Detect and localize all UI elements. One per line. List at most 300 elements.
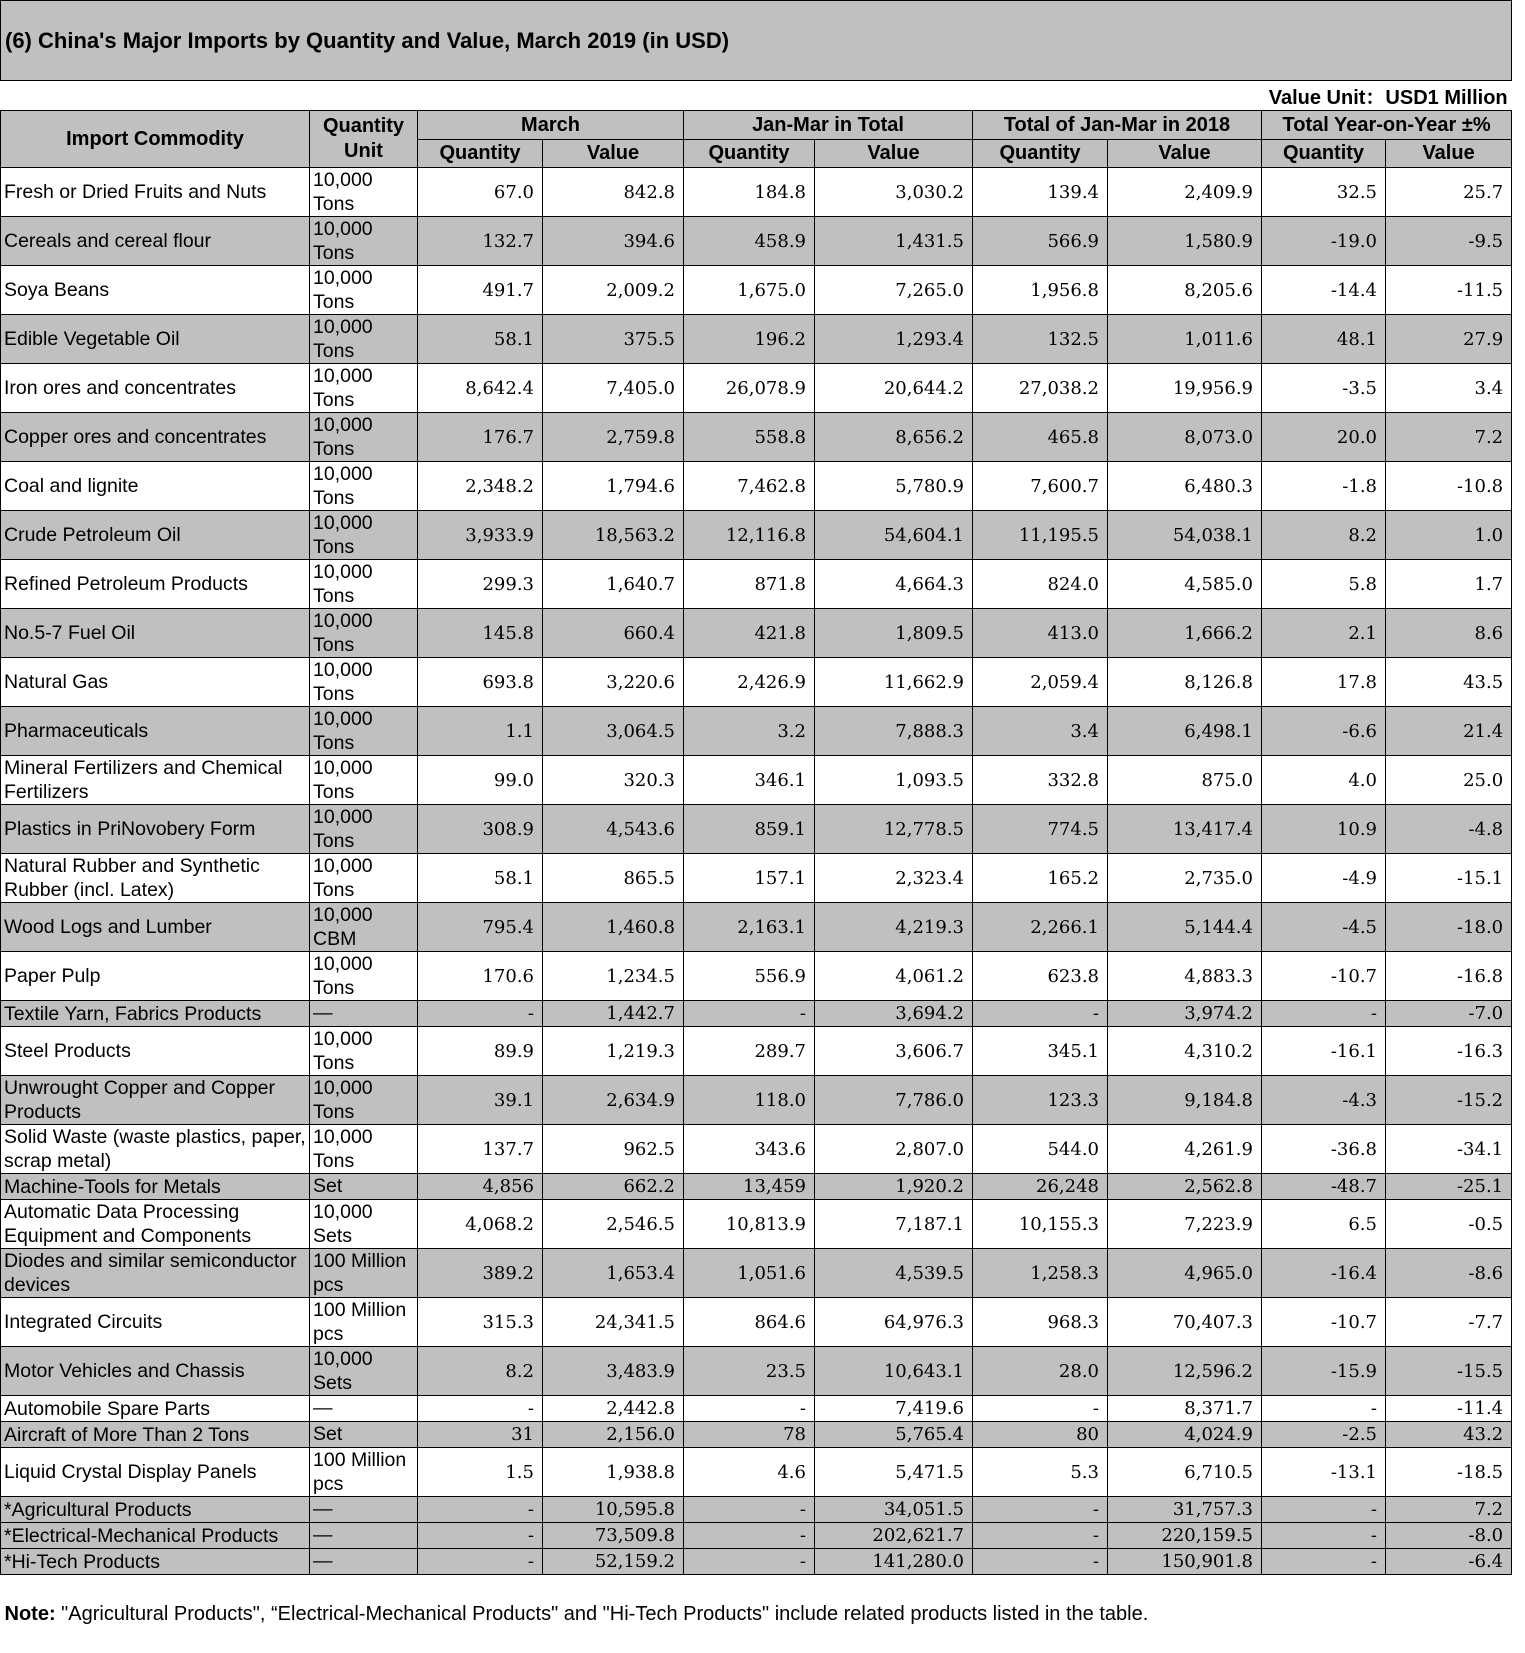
march-quantity-cell: 89.9 (418, 1027, 543, 1076)
march-quantity-cell: - (418, 1396, 543, 1422)
commodity-name: Copper ores and concentrates (1, 413, 310, 462)
march-value-cell: 2,759.8 (543, 413, 684, 462)
yoy-quantity-cell: - (1262, 1523, 1386, 1549)
2018-quantity-cell: 26,248 (973, 1174, 1108, 1200)
jan-mar-quantity-cell: 2,163.1 (684, 903, 815, 952)
header-march: March (418, 111, 684, 140)
march-quantity-cell: 2,348.2 (418, 462, 543, 511)
yoy-value-cell: -10.8 (1386, 462, 1512, 511)
2018-value-cell: 8,126.8 (1108, 658, 1262, 707)
yoy-quantity-cell: - (1262, 1396, 1386, 1422)
jan-mar-quantity-cell: 12,116.8 (684, 511, 815, 560)
2018-value-cell: 875.0 (1108, 756, 1262, 805)
table-row (1, 658, 1512, 707)
jan-mar-quantity-cell: 558.8 (684, 413, 815, 462)
yoy-quantity-cell: - (1262, 1001, 1386, 1027)
jan-mar-value-cell: 5,471.5 (815, 1448, 973, 1497)
march-value-cell: 3,064.5 (543, 707, 684, 756)
march-quantity-cell: 693.8 (418, 658, 543, 707)
march-quantity-cell: - (418, 1523, 543, 1549)
yoy-value-cell: 43.2 (1386, 1422, 1512, 1448)
march-value-cell: 962.5 (543, 1125, 684, 1174)
header-import-commodity: Import Commodity (1, 111, 310, 168)
2018-quantity-cell: 968.3 (973, 1298, 1108, 1347)
quantity-unit: — (310, 1523, 418, 1549)
commodity-name: *Electrical-Mechanical Products (1, 1523, 310, 1549)
march-value-cell: 865.5 (543, 854, 684, 903)
march-value-cell: 24,341.5 (543, 1298, 684, 1347)
2018-quantity-cell: 28.0 (973, 1347, 1108, 1396)
2018-value-cell: 1,580.9 (1108, 217, 1262, 266)
yoy-quantity-cell: -16.4 (1262, 1249, 1386, 1298)
commodity-name: Edible Vegetable Oil (1, 315, 310, 364)
jan-mar-quantity-cell: 7,462.8 (684, 462, 815, 511)
2018-value-cell: 8,073.0 (1108, 413, 1262, 462)
quantity-unit: 10,000 CBM (310, 903, 418, 952)
yoy-quantity-cell: -6.6 (1262, 707, 1386, 756)
quantity-unit: 10,000 Tons (310, 217, 418, 266)
jan-mar-value-cell: 54,604.1 (815, 511, 973, 560)
header-jan-mar-total: Jan-Mar in Total (684, 111, 973, 140)
yoy-quantity-cell: -2.5 (1262, 1422, 1386, 1448)
2018-value-cell: 150,901.8 (1108, 1549, 1262, 1575)
2018-value-cell: 2,735.0 (1108, 854, 1262, 903)
march-quantity-cell: 315.3 (418, 1298, 543, 1347)
table-row (1, 1549, 1512, 1575)
jan-mar-value-cell: 7,888.3 (815, 707, 973, 756)
yoy-value-cell: 27.9 (1386, 315, 1512, 364)
2018-quantity-cell: 165.2 (973, 854, 1108, 903)
march-quantity-cell: 132.7 (418, 217, 543, 266)
yoy-value-cell: -18.0 (1386, 903, 1512, 952)
march-value-cell: 10,595.8 (543, 1497, 684, 1523)
jan-mar-quantity-cell: 289.7 (684, 1027, 815, 1076)
header-march-quantity: Quantity (418, 140, 543, 168)
table-row (1, 266, 1512, 315)
march-value-cell: 394.6 (543, 217, 684, 266)
march-value-cell: 52,159.2 (543, 1549, 684, 1575)
table-row (1, 952, 1512, 1001)
jan-mar-value-cell: 7,187.1 (815, 1200, 973, 1249)
header-year-on-year: Total Year-on-Year ±% (1262, 111, 1512, 140)
march-value-cell: 2,546.5 (543, 1200, 684, 1249)
jan-mar-value-cell: 3,606.7 (815, 1027, 973, 1076)
2018-quantity-cell: 27,038.2 (973, 364, 1108, 413)
yoy-quantity-cell: -10.7 (1262, 1298, 1386, 1347)
note-text: "Agricultural Products", “Electrical-Mechanical Products" and "Hi-Tech Products" include related products listed in the table. (56, 1603, 1149, 1625)
yoy-quantity-cell: 6.5 (1262, 1200, 1386, 1249)
jan-mar-value-cell: 202,621.7 (815, 1523, 973, 1549)
table-row (1, 1200, 1512, 1249)
yoy-quantity-cell: 48.1 (1262, 315, 1386, 364)
yoy-value-cell: 3.4 (1386, 364, 1512, 413)
jan-mar-quantity-cell: 859.1 (684, 805, 815, 854)
commodity-name: Motor Vehicles and Chassis (1, 1347, 310, 1396)
table-row (1, 1027, 1512, 1076)
2018-value-cell: 220,159.5 (1108, 1523, 1262, 1549)
quantity-unit: 10,000 Tons (310, 168, 418, 217)
quantity-unit: — (310, 1497, 418, 1523)
commodity-name: Wood Logs and Lumber (1, 903, 310, 952)
jan-mar-quantity-cell: 13,459 (684, 1174, 815, 1200)
jan-mar-quantity-cell: 871.8 (684, 560, 815, 609)
march-quantity-cell: 491.7 (418, 266, 543, 315)
yoy-value-cell: -16.3 (1386, 1027, 1512, 1076)
march-quantity-cell: - (418, 1001, 543, 1027)
march-quantity-cell: 795.4 (418, 903, 543, 952)
jan-mar-value-cell: 4,219.3 (815, 903, 973, 952)
2018-quantity-cell: - (973, 1396, 1108, 1422)
yoy-quantity-cell: 32.5 (1262, 168, 1386, 217)
table-row (1, 462, 1512, 511)
yoy-value-cell: 7.2 (1386, 1497, 1512, 1523)
2018-value-cell: 9,184.8 (1108, 1076, 1262, 1125)
jan-mar-value-cell: 4,539.5 (815, 1249, 973, 1298)
jan-mar-value-cell: 20,644.2 (815, 364, 973, 413)
yoy-value-cell: -8.6 (1386, 1249, 1512, 1298)
commodity-name: Aircraft of More Than 2 Tons (1, 1422, 310, 1448)
jan-mar-quantity-cell: 864.6 (684, 1298, 815, 1347)
march-value-cell: 842.8 (543, 168, 684, 217)
march-value-cell: 320.3 (543, 756, 684, 805)
march-quantity-cell: 1.5 (418, 1448, 543, 1497)
jan-mar-quantity-cell: 346.1 (684, 756, 815, 805)
2018-quantity-cell: 332.8 (973, 756, 1108, 805)
commodity-name: Plastics in PriNovobery Form (1, 805, 310, 854)
jan-mar-quantity-cell: 421.8 (684, 609, 815, 658)
2018-quantity-cell: 10,155.3 (973, 1200, 1108, 1249)
2018-value-cell: 6,498.1 (1108, 707, 1262, 756)
2018-value-cell: 4,024.9 (1108, 1422, 1262, 1448)
jan-mar-value-cell: 1,431.5 (815, 217, 973, 266)
yoy-value-cell: -15.2 (1386, 1076, 1512, 1125)
jan-mar-quantity-cell: 196.2 (684, 315, 815, 364)
header-quantity-unit: Quantity Unit (310, 111, 418, 168)
jan-mar-quantity-cell: 184.8 (684, 168, 815, 217)
march-quantity-cell: 31 (418, 1422, 543, 1448)
yoy-quantity-cell: -13.1 (1262, 1448, 1386, 1497)
yoy-value-cell: -4.8 (1386, 805, 1512, 854)
march-quantity-cell: 58.1 (418, 854, 543, 903)
march-value-cell: 662.2 (543, 1174, 684, 1200)
commodity-name: No.5-7 Fuel Oil (1, 609, 310, 658)
march-quantity-cell: 4,068.2 (418, 1200, 543, 1249)
2018-quantity-cell: 3.4 (973, 707, 1108, 756)
quantity-unit: 10,000 Tons (310, 609, 418, 658)
jan-mar-quantity-cell: 556.9 (684, 952, 815, 1001)
yoy-quantity-cell: 17.8 (1262, 658, 1386, 707)
2018-value-cell: 6,480.3 (1108, 462, 1262, 511)
2018-quantity-cell: - (973, 1001, 1108, 1027)
table-row (1, 707, 1512, 756)
header-jan-mar-quantity: Quantity (684, 140, 815, 168)
quantity-unit: 100 Million pcs (310, 1298, 418, 1347)
march-value-cell: 1,460.8 (543, 903, 684, 952)
table-row (1, 1396, 1512, 1422)
yoy-quantity-cell: -14.4 (1262, 266, 1386, 315)
table-row (1, 1174, 1512, 1200)
march-quantity-cell: 67.0 (418, 168, 543, 217)
march-value-cell: 3,220.6 (543, 658, 684, 707)
table-note (1, 1575, 1512, 1653)
yoy-value-cell: -11.5 (1386, 266, 1512, 315)
quantity-unit: 10,000 Tons (310, 413, 418, 462)
2018-quantity-cell: 139.4 (973, 168, 1108, 217)
jan-mar-quantity-cell: 78 (684, 1422, 815, 1448)
march-value-cell: 1,794.6 (543, 462, 684, 511)
2018-value-cell: 31,757.3 (1108, 1497, 1262, 1523)
jan-mar-value-cell: 4,664.3 (815, 560, 973, 609)
commodity-name: Coal and lignite (1, 462, 310, 511)
table-row (1, 560, 1512, 609)
table-row (1, 1523, 1512, 1549)
2018-quantity-cell: 5.3 (973, 1448, 1108, 1497)
2018-quantity-cell: 1,258.3 (973, 1249, 1108, 1298)
jan-mar-value-cell: 2,323.4 (815, 854, 973, 903)
commodity-name: Natural Rubber and Synthetic Rubber (incl. Latex) (1, 854, 310, 903)
yoy-quantity-cell: - (1262, 1497, 1386, 1523)
commodity-name: Crude Petroleum Oil (1, 511, 310, 560)
yoy-value-cell: 1.0 (1386, 511, 1512, 560)
yoy-quantity-cell: -36.8 (1262, 1125, 1386, 1174)
header-2018-value: Value (1108, 140, 1262, 168)
2018-value-cell: 4,965.0 (1108, 1249, 1262, 1298)
commodity-name: Paper Pulp (1, 952, 310, 1001)
yoy-value-cell: -34.1 (1386, 1125, 1512, 1174)
jan-mar-value-cell: 64,976.3 (815, 1298, 973, 1347)
table-row (1, 903, 1512, 952)
yoy-value-cell: 43.5 (1386, 658, 1512, 707)
jan-mar-quantity-cell: 3.2 (684, 707, 815, 756)
march-quantity-cell: 4,856 (418, 1174, 543, 1200)
march-value-cell: 1,442.7 (543, 1001, 684, 1027)
jan-mar-value-cell: 11,662.9 (815, 658, 973, 707)
quantity-unit: 10,000 Tons (310, 756, 418, 805)
quantity-unit: 10,000 Sets (310, 1347, 418, 1396)
yoy-quantity-cell: -19.0 (1262, 217, 1386, 266)
table-row (1, 315, 1512, 364)
commodity-name: *Agricultural Products (1, 1497, 310, 1523)
jan-mar-quantity-cell: - (684, 1497, 815, 1523)
yoy-value-cell: 25.7 (1386, 168, 1512, 217)
march-quantity-cell: 299.3 (418, 560, 543, 609)
2018-quantity-cell: 566.9 (973, 217, 1108, 266)
2018-value-cell: 19,956.9 (1108, 364, 1262, 413)
2018-value-cell: 8,371.7 (1108, 1396, 1262, 1422)
yoy-value-cell: 21.4 (1386, 707, 1512, 756)
jan-mar-value-cell: 4,061.2 (815, 952, 973, 1001)
table-row (1, 805, 1512, 854)
2018-value-cell: 13,417.4 (1108, 805, 1262, 854)
2018-quantity-cell: 345.1 (973, 1027, 1108, 1076)
march-value-cell: 3,483.9 (543, 1347, 684, 1396)
quantity-unit: 10,000 Tons (310, 462, 418, 511)
jan-mar-value-cell: 141,280.0 (815, 1549, 973, 1575)
commodity-name: Unwrought Copper and Copper Products (1, 1076, 310, 1125)
march-value-cell: 2,634.9 (543, 1076, 684, 1125)
table-row (1, 1422, 1512, 1448)
jan-mar-quantity-cell: 343.6 (684, 1125, 815, 1174)
quantity-unit: 10,000 Sets (310, 1200, 418, 1249)
march-value-cell: 73,509.8 (543, 1523, 684, 1549)
march-value-cell: 2,156.0 (543, 1422, 684, 1448)
commodity-name: Textile Yarn, Fabrics Products (1, 1001, 310, 1027)
table-row (1, 511, 1512, 560)
march-quantity-cell: 308.9 (418, 805, 543, 854)
2018-value-cell: 7,223.9 (1108, 1200, 1262, 1249)
jan-mar-value-cell: 7,786.0 (815, 1076, 973, 1125)
2018-quantity-cell: 11,195.5 (973, 511, 1108, 560)
commodity-name: Steel Products (1, 1027, 310, 1076)
yoy-value-cell: 1.7 (1386, 560, 1512, 609)
2018-quantity-cell: 774.5 (973, 805, 1108, 854)
march-quantity-cell: 8,642.4 (418, 364, 543, 413)
2018-quantity-cell: - (973, 1549, 1108, 1575)
table-row (1, 1001, 1512, 1027)
2018-value-cell: 12,596.2 (1108, 1347, 1262, 1396)
jan-mar-quantity-cell: - (684, 1523, 815, 1549)
yoy-quantity-cell: -4.9 (1262, 854, 1386, 903)
header-jan-mar-value: Value (815, 140, 973, 168)
yoy-quantity-cell: - (1262, 1549, 1386, 1575)
quantity-unit: 10,000 Tons (310, 805, 418, 854)
jan-mar-value-cell: 5,780.9 (815, 462, 973, 511)
jan-mar-quantity-cell: 458.9 (684, 217, 815, 266)
march-quantity-cell: 1.1 (418, 707, 543, 756)
table-row (1, 413, 1512, 462)
commodity-name: Automobile Spare Parts (1, 1396, 310, 1422)
march-value-cell: 2,442.8 (543, 1396, 684, 1422)
quantity-unit: 10,000 Tons (310, 854, 418, 903)
march-value-cell: 1,938.8 (543, 1448, 684, 1497)
2018-value-cell: 4,310.2 (1108, 1027, 1262, 1076)
commodity-name: Mineral Fertilizers and Chemical Fertilizers (1, 756, 310, 805)
march-value-cell: 1,653.4 (543, 1249, 684, 1298)
commodity-name: Pharmaceuticals (1, 707, 310, 756)
table-row (1, 609, 1512, 658)
2018-value-cell: 2,562.8 (1108, 1174, 1262, 1200)
yoy-value-cell: -16.8 (1386, 952, 1512, 1001)
jan-mar-quantity-cell: 157.1 (684, 854, 815, 903)
quantity-unit: — (310, 1001, 418, 1027)
quantity-unit: 10,000 Tons (310, 1125, 418, 1174)
jan-mar-value-cell: 7,265.0 (815, 266, 973, 315)
quantity-unit: 10,000 Tons (310, 315, 418, 364)
jan-mar-quantity-cell: 23.5 (684, 1347, 815, 1396)
quantity-unit: 100 Million pcs (310, 1448, 418, 1497)
2018-quantity-cell: 824.0 (973, 560, 1108, 609)
yoy-quantity-cell: -4.3 (1262, 1076, 1386, 1125)
table-row (1, 1497, 1512, 1523)
header-total-2018: Total of Jan-Mar in 2018 (973, 111, 1262, 140)
commodity-name: Solid Waste (waste plastics, paper, scrap metal) (1, 1125, 310, 1174)
yoy-value-cell: -7.7 (1386, 1298, 1512, 1347)
yoy-value-cell: -15.1 (1386, 854, 1512, 903)
yoy-value-cell: 7.2 (1386, 413, 1512, 462)
yoy-value-cell: -0.5 (1386, 1200, 1512, 1249)
2018-quantity-cell: 7,600.7 (973, 462, 1108, 511)
commodity-name: Machine-Tools for Metals (1, 1174, 310, 1200)
commodity-name: Natural Gas (1, 658, 310, 707)
table-row (1, 1076, 1512, 1125)
yoy-quantity-cell: 4.0 (1262, 756, 1386, 805)
jan-mar-value-cell: 2,807.0 (815, 1125, 973, 1174)
commodity-name: *Hi-Tech Products (1, 1549, 310, 1575)
quantity-unit: Set (310, 1422, 418, 1448)
2018-quantity-cell: 123.3 (973, 1076, 1108, 1125)
yoy-value-cell: -6.4 (1386, 1549, 1512, 1575)
yoy-quantity-cell: 5.8 (1262, 560, 1386, 609)
yoy-value-cell: -25.1 (1386, 1174, 1512, 1200)
2018-value-cell: 4,261.9 (1108, 1125, 1262, 1174)
table-row (1, 1298, 1512, 1347)
jan-mar-value-cell: 1,293.4 (815, 315, 973, 364)
yoy-value-cell: -18.5 (1386, 1448, 1512, 1497)
march-quantity-cell: - (418, 1549, 543, 1575)
2018-value-cell: 3,974.2 (1108, 1001, 1262, 1027)
march-quantity-cell: - (418, 1497, 543, 1523)
march-quantity-cell: 170.6 (418, 952, 543, 1001)
jan-mar-value-cell: 8,656.2 (815, 413, 973, 462)
2018-value-cell: 4,585.0 (1108, 560, 1262, 609)
march-value-cell: 18,563.2 (543, 511, 684, 560)
table-row (1, 364, 1512, 413)
quantity-unit: — (310, 1396, 418, 1422)
2018-value-cell: 6,710.5 (1108, 1448, 1262, 1497)
yoy-value-cell: 25.0 (1386, 756, 1512, 805)
2018-quantity-cell: - (973, 1523, 1108, 1549)
2018-quantity-cell: 2,266.1 (973, 903, 1108, 952)
quantity-unit: Set (310, 1174, 418, 1200)
yoy-quantity-cell: -4.5 (1262, 903, 1386, 952)
yoy-value-cell: 8.6 (1386, 609, 1512, 658)
header-yoy-value: Value (1386, 140, 1512, 168)
header-yoy-quantity: Quantity (1262, 140, 1386, 168)
commodity-name: Soya Beans (1, 266, 310, 315)
2018-value-cell: 5,144.4 (1108, 903, 1262, 952)
2018-value-cell: 1,666.2 (1108, 609, 1262, 658)
2018-value-cell: 8,205.6 (1108, 266, 1262, 315)
value-unit-label: Value Unit：USD1 Million (1, 81, 1512, 111)
quantity-unit: 10,000 Tons (310, 266, 418, 315)
jan-mar-value-cell: 1,920.2 (815, 1174, 973, 1200)
march-value-cell: 7,405.0 (543, 364, 684, 413)
commodity-name: Fresh or Dried Fruits and Nuts (1, 168, 310, 217)
yoy-quantity-cell: -3.5 (1262, 364, 1386, 413)
yoy-quantity-cell: -10.7 (1262, 952, 1386, 1001)
march-quantity-cell: 176.7 (418, 413, 543, 462)
commodity-name: Integrated Circuits (1, 1298, 310, 1347)
table-row (1, 1448, 1512, 1497)
table-row (1, 1125, 1512, 1174)
jan-mar-value-cell: 3,030.2 (815, 168, 973, 217)
commodity-name: Refined Petroleum Products (1, 560, 310, 609)
quantity-unit: 10,000 Tons (310, 560, 418, 609)
march-quantity-cell: 58.1 (418, 315, 543, 364)
quantity-unit: 10,000 Tons (310, 707, 418, 756)
jan-mar-quantity-cell: 2,426.9 (684, 658, 815, 707)
march-value-cell: 660.4 (543, 609, 684, 658)
table-title: (6) China's Major Imports by Quantity and Value, March 2019 (in USD) (1, 1, 1512, 81)
jan-mar-value-cell: 12,778.5 (815, 805, 973, 854)
yoy-quantity-cell: 2.1 (1262, 609, 1386, 658)
yoy-quantity-cell: -15.9 (1262, 1347, 1386, 1396)
commodity-name: Automatic Data Processing Equipment and Components (1, 1200, 310, 1249)
quantity-unit: 10,000 Tons (310, 658, 418, 707)
yoy-quantity-cell: 8.2 (1262, 511, 1386, 560)
2018-value-cell: 4,883.3 (1108, 952, 1262, 1001)
march-value-cell: 375.5 (543, 315, 684, 364)
